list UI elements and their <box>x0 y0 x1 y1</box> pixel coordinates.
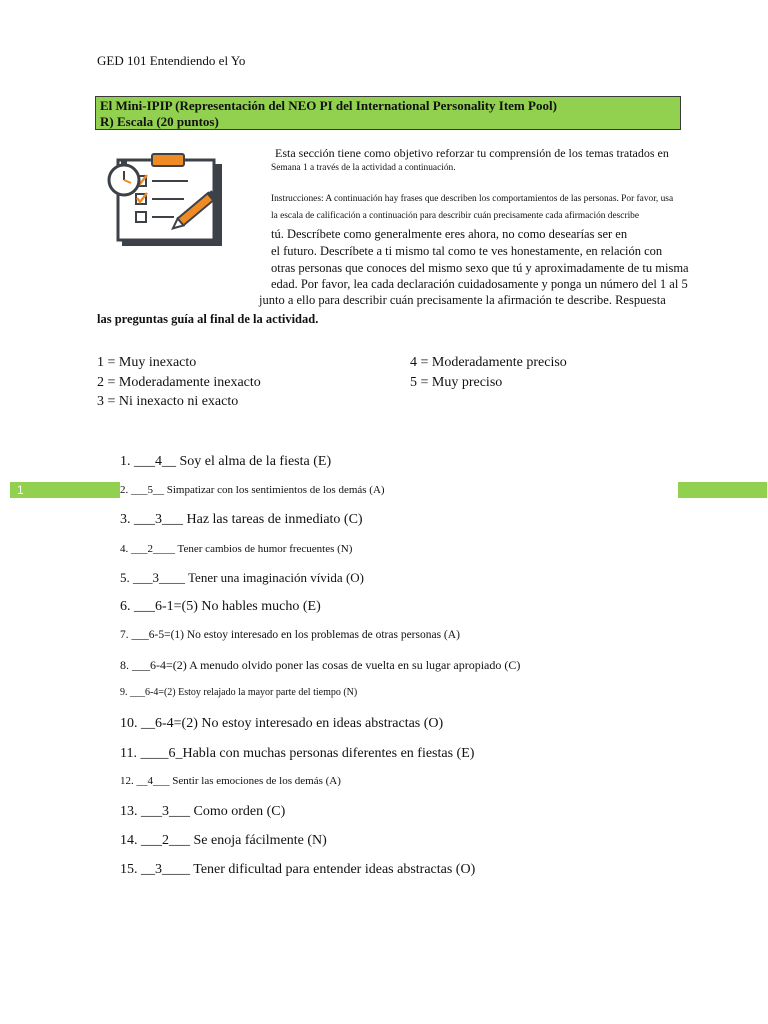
intro-line-10: las preguntas guía al final de la actividad. <box>97 312 319 326</box>
question-15: 15. __3____ Tener dificultad para entender ideas abstractas (O) <box>120 862 476 877</box>
question-7: 7. ___6-5=(1) No estoy interesado en los problemas de otras personas (A) <box>120 629 460 641</box>
document-header: GED 101 Entendiendo el Yo <box>97 53 246 68</box>
scale-item-2: 2 = Moderadamente inexacto <box>97 375 261 390</box>
question-5: 5. ___3____ Tener una imaginación vívida (O) <box>120 570 364 585</box>
intro-line-4: la escala de calificación a continuación para describir cuán precisamente cada afirmación describe <box>271 211 640 221</box>
question-12: 12. __4___ Sentir las emociones de los demás (A) <box>120 775 341 787</box>
question-4: 4. ___2____ Tener cambios de humor frecuentes (N) <box>120 543 353 555</box>
question-1: 1. ___4__ Soy el alma de la fiesta (E) <box>120 454 332 469</box>
clipboard-checklist-stopwatch-icon <box>104 150 232 250</box>
section-title-line2: R) Escala (20 puntos) <box>100 114 219 129</box>
scale-item-4: 4 = Moderadamente preciso <box>410 355 567 370</box>
intro-line-7: otras personas que conoces del mismo sexo que tú y aproximadamente de tu misma <box>271 261 689 275</box>
question-2: 2. ___5__ Simpatizar con los sentimientos de los demás (A) <box>120 484 385 496</box>
question-6: 6. ___6-1=(5) No hables mucho (E) <box>120 599 321 614</box>
question-8: 8. ___6-4=(2) A menudo olvido poner las cosas de vuelta en su lugar apropiado (C) <box>120 658 521 672</box>
question-14: 14. ___2___ Se enoja fácilmente (N) <box>120 833 327 848</box>
intro-line-3: Instrucciones: A continuación hay frases que describen los comportamientos de las personas. Por favor, usa <box>271 194 674 204</box>
question-9: 9. ___6-4=(2) Estoy relajado la mayor parte del tiempo (N) <box>120 687 358 698</box>
scale-item-5: 5 = Muy preciso <box>410 375 503 390</box>
intro-line-6: el futuro. Descríbete a ti mismo tal como te ves honestamente, en relación con <box>271 244 663 258</box>
question-3: 3. ___3___ Haz las tareas de inmediato (C) <box>120 512 363 527</box>
intro-line-2: Semana 1 a través de la actividad a continuación. <box>271 163 456 173</box>
intro-line-5: tú. Descríbete como generalmente eres ahora, no como desearías ser en <box>271 227 628 241</box>
page-band-left <box>10 482 120 498</box>
section-title-line1: El Mini-IPIP (Representación del NEO PI del International Personality Item Pool) <box>100 98 557 113</box>
intro-line-1: Esta sección tiene como objetivo reforzar tu comprensión de los temas tratados en <box>275 146 669 160</box>
intro-line-8: edad. Por favor, lea cada declaración cuidadosamente y ponga un número del 1 al 5 <box>271 277 688 291</box>
question-13: 13. ___3___ Como orden (C) <box>120 804 286 819</box>
scale-item-3: 3 = Ni inexacto ni exacto <box>97 394 239 409</box>
page-band-right <box>678 482 767 498</box>
section-title-box <box>95 96 681 130</box>
scale-item-1: 1 = Muy inexacto <box>97 355 197 370</box>
question-11: 11. ____6_Habla con muchas personas diferentes en fiestas (E) <box>120 746 475 761</box>
intro-line-9: junto a ello para describir cuán precisamente la afirmación te describe. Respuesta <box>259 293 666 307</box>
question-10: 10. __6-4=(2) No estoy interesado en ideas abstractas (O) <box>120 716 444 731</box>
page-number: 1 <box>17 483 24 497</box>
